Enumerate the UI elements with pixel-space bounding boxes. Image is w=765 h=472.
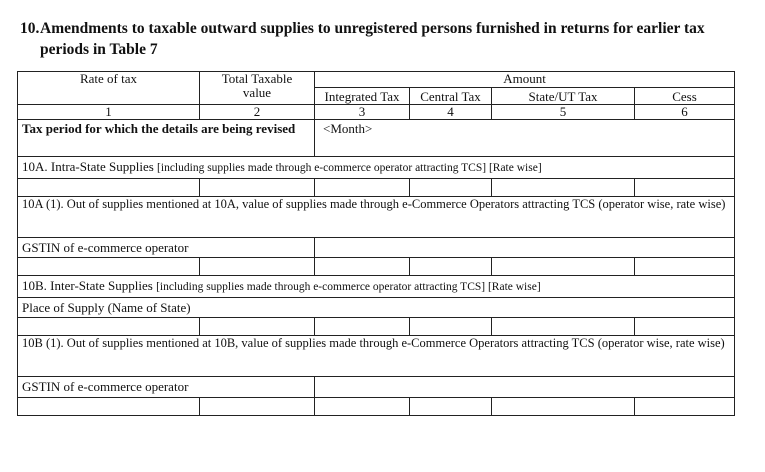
input-cell[interactable] (635, 318, 735, 336)
header-amount: Amount (315, 72, 735, 88)
header-state-ut-tax: State/UT Tax (492, 88, 635, 105)
section-10b-main: 10B. Inter-State Supplies (22, 278, 157, 293)
heading-line-2: periods in Table 7 (40, 41, 158, 58)
table-10-heading (20, 18, 755, 60)
section-10a-main: 10A. Intra-State Supplies (22, 159, 158, 174)
input-cell[interactable] (18, 179, 200, 197)
input-cell[interactable] (492, 179, 635, 197)
input-cell[interactable] (200, 179, 315, 197)
gstin-input-b[interactable] (315, 377, 735, 398)
input-cell[interactable] (635, 258, 735, 276)
input-cell[interactable] (410, 318, 492, 336)
header-central-tax: Central Tax (410, 88, 492, 105)
table-row (18, 179, 735, 197)
section-10a-note: [including supplies made through e-commerce operator attracting TCS] [Rate wise] (157, 162, 542, 174)
tax-period-label: Tax period for which the details are being revised (18, 120, 315, 157)
input-cell[interactable] (200, 318, 315, 336)
tax-period-month[interactable]: <Month> (315, 120, 735, 157)
place-of-supply-label: Place of Supply (Name of State) (18, 298, 735, 318)
column-number: 6 (635, 105, 735, 120)
header-row-1 (18, 72, 735, 88)
gstin-input-a[interactable] (315, 238, 735, 258)
input-cell[interactable] (18, 258, 200, 276)
input-cell[interactable] (18, 398, 200, 416)
header-cess: Cess (635, 88, 735, 105)
header-total-taxable-value: Total Taxable value (200, 72, 315, 105)
input-cell[interactable] (200, 398, 315, 416)
section-10b-row (18, 276, 735, 298)
table-row (18, 318, 735, 336)
gstin-label-b: GSTIN of e-commerce operator (18, 377, 315, 398)
amendments-table (17, 71, 735, 416)
gstin-row-b (18, 377, 735, 398)
input-cell[interactable] (315, 398, 410, 416)
column-number: 3 (315, 105, 410, 120)
table-row (18, 258, 735, 276)
heading-number: 10. (20, 20, 40, 37)
section-10a1-row (18, 197, 735, 238)
section-10b-note: [including supplies made through e-commerce operator attracting TCS] [Rate wise] (156, 281, 541, 293)
input-cell[interactable] (200, 258, 315, 276)
section-10b1-row (18, 336, 735, 377)
header-rate-of-tax: Rate of tax (18, 72, 200, 105)
section-10b-title (18, 276, 735, 298)
section-10a-title (18, 157, 735, 179)
gstin-row-a (18, 238, 735, 258)
column-number: 5 (492, 105, 635, 120)
input-cell[interactable] (315, 258, 410, 276)
column-number: 2 (200, 105, 315, 120)
section-10b1-title: 10B (1). Out of supplies mentioned at 10B, value of supplies made through e-Commerce Operators attracting TCS (operator wise, rate wise) (18, 336, 735, 377)
input-cell[interactable] (635, 179, 735, 197)
section-10a1-title: 10A (1). Out of supplies mentioned at 10A, value of supplies made through e-Commerce Operators attracting TCS (operator wise, rate wise) (18, 197, 735, 238)
column-number: 4 (410, 105, 492, 120)
heading-line-1: Amendments to taxable outward supplies to unregistered persons furnished in returns for earlier tax (40, 20, 705, 37)
input-cell[interactable] (315, 318, 410, 336)
section-10a-row (18, 157, 735, 179)
table-row (18, 398, 735, 416)
place-of-supply-row (18, 298, 735, 318)
tax-period-row (18, 120, 735, 157)
column-number-row (18, 105, 735, 120)
input-cell[interactable] (410, 258, 492, 276)
input-cell[interactable] (315, 179, 410, 197)
input-cell[interactable] (492, 318, 635, 336)
input-cell[interactable] (18, 318, 200, 336)
gstin-label-a: GSTIN of e-commerce operator (18, 238, 315, 258)
header-integrated-tax: Integrated Tax (315, 88, 410, 105)
input-cell[interactable] (492, 258, 635, 276)
input-cell[interactable] (410, 179, 492, 197)
input-cell[interactable] (410, 398, 492, 416)
input-cell[interactable] (492, 398, 635, 416)
column-number: 1 (18, 105, 200, 120)
input-cell[interactable] (635, 398, 735, 416)
